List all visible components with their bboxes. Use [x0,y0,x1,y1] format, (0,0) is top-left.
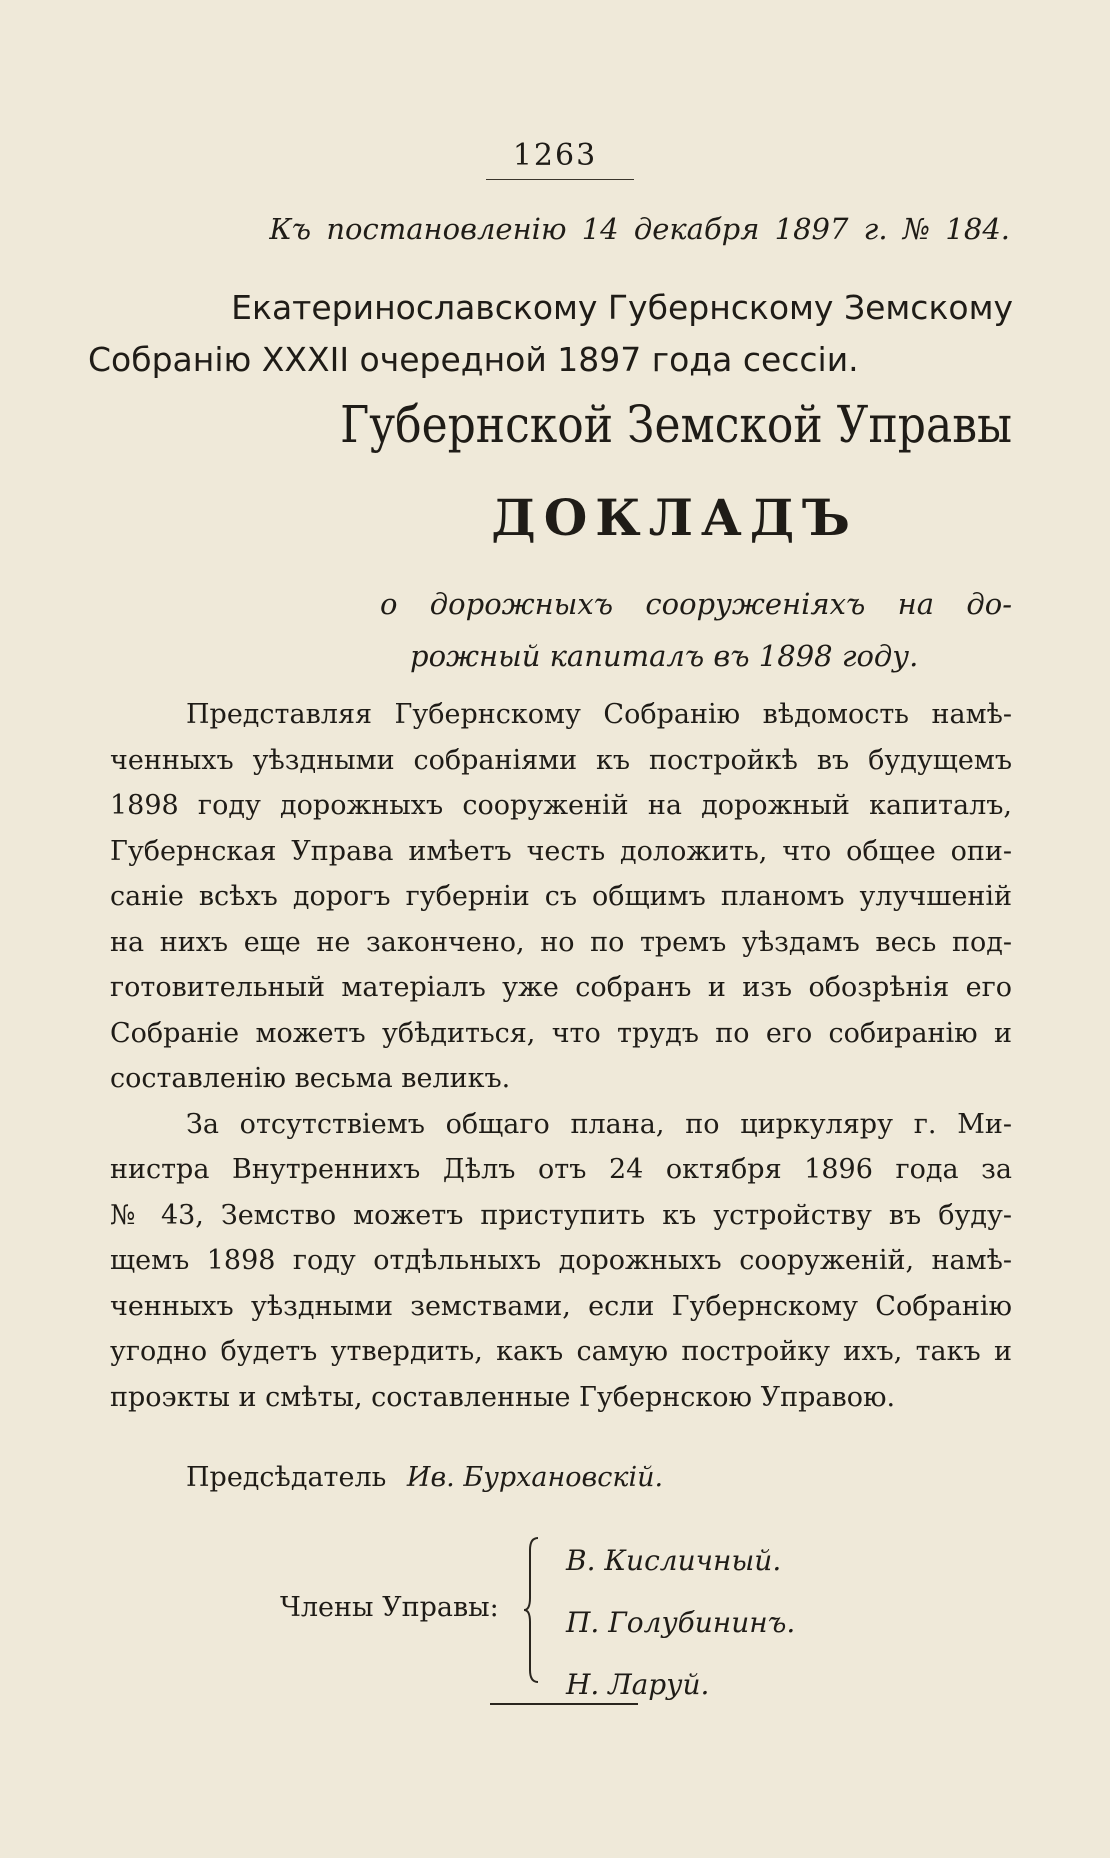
report-subject [380,578,1012,682]
address-line-1: Екатеринославскому Губернскому Земскому [231,288,1013,327]
member-name: Н. Ларуй. [566,1668,710,1701]
body-line: готовительный матеріалъ уже собранъ и изъ обозрѣнія его [110,972,1012,1003]
body-line: проэкты и смѣты, составленные Губернскою Управою. [110,1381,896,1413]
heading-title: ДОКЛАДЪ [491,488,858,547]
closing-rule [490,1703,638,1705]
body-line: нистра Внутреннихъ Дѣлъ отъ 24 октября 1896 года за [110,1154,1012,1185]
body-line: За отсутствіемъ общаго плана, по циркуляру г. Ми- [186,1108,1012,1140]
chairman-name: Ив. Бурхановскій. [406,1462,664,1493]
address-line-2: Собранію XXXII очередной 1897 года сессіи. [88,340,859,379]
body-line: составленію весьма великъ. [110,1063,511,1094]
body-line: Представляя Губернскому Собранію вѣдомость намѣ- [186,699,1012,730]
body-line: угодно будетъ утвердить, какъ самую постройку ихъ, такъ и [110,1336,1012,1367]
resolution-reference: Къ постановленію 14 декабря 1897 г. № 184. [269,212,1010,246]
body-line: саніе всѣхъ дорогъ губерніи съ общимъ планомъ улучшеній [110,881,1012,912]
address-block [88,282,1013,386]
members-list [566,1530,795,1716]
body-line: ченныхъ уѣздными собраніями къ постройкѣ въ будущемъ [110,744,1012,776]
brace-icon [522,1536,542,1684]
page-number-rule [486,179,634,180]
subject-line-1: о дорожныхъ сооруженіяхъ на до- [380,587,1012,621]
members-label: Члены Управы: [280,1592,499,1623]
chairman-signature [186,1462,663,1493]
body-line: щемъ 1898 году отдѣльныхъ дорожныхъ сооруженій, намѣ- [110,1245,1012,1276]
subject-line-2: рожный капиталъ въ 1898 году. [410,639,919,673]
member-name: В. Кисличный. [566,1544,782,1577]
body-line: 1898 году дорожныхъ сооруженій на дорожный капиталъ, [110,790,1012,821]
report-body [110,692,1012,1420]
body-line: ченныхъ уѣздными земствами, если Губернскому Собранію [110,1290,1012,1322]
body-line: Губернская Управа имѣетъ честь доложить, что общее опи- [110,835,1012,867]
member-name: П. Голубининъ. [566,1606,796,1639]
body-line: № 43, Земство можетъ приступить къ устройству въ буду- [110,1199,1012,1231]
body-line: Собраніе можетъ убѣдиться, что трудъ по его собиранію и [110,1017,1012,1049]
page-number: 1263 [512,138,598,173]
body-line: на нихъ еще не закончено, но по тремъ уѣздамъ весь под- [110,926,1012,958]
heading-authority: Губернской Земской Управы [340,396,1012,455]
chairman-label: Предсѣдатель [186,1462,387,1493]
